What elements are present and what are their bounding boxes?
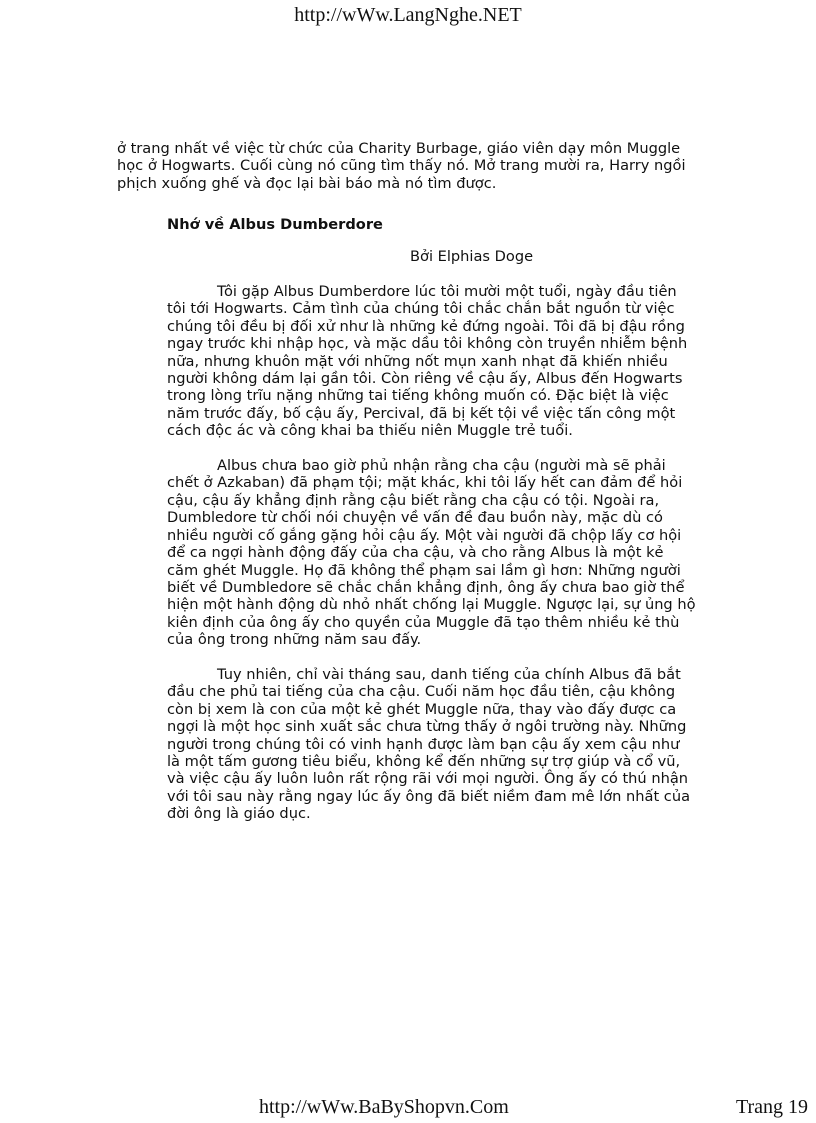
page-number: Trang 19 — [735, 1096, 808, 1118]
header-url: http://wWw.LangNghe.NET — [294, 4, 522, 26]
article-paragraph-2: Albus chưa bao giờ phủ nhận rằng cha cậu (người mà sẽ phải chết ở Azkaban) đã phạm tội; mặt khác, khi tôi lấy hết can đảm để hỏi cậu, cậu ấy khẳng định rằng cậu biết rằng cha cậu có tội. Ngoài ra, Dumbledore từ chối nói chuyện về vấn đề đau buồn này, mặc dù có nhiều người cố gắng gặng hỏi cậu ấy. Một vài người đã chộp lấy cơ hội để ca ngợi hành động đấy của cha cậu, và cho rằng Albus là một kẻ căm ghét Muggle. Họ đã không thể phạm sai lầm gì hơn: Những người biết về Dumbledore sẽ chắc chắn khẳng định, ông ấy chưa bao giờ thể hiện một hành động dù nhỏ nhất chống lại Muggle. Ngược lại, sự ủng hộ kiên định của ông ấy cho quyền của Muggle đã tạo thêm nhiều kẻ thù của ông trong những năm sau đấy. — [167, 457, 696, 649]
article-paragraph-3: Tuy nhiên, chỉ vài tháng sau, danh tiếng của chính Albus đã bắt đầu che phủ tai tiếng của cha cậu. Cuối năm học đầu tiên, cậu không còn bị xem là con của một kẻ ghét Muggle nữa, thay vào đấy được ca ngợi là một học sinh xuất sắc chưa từng thấy ở ngôi trường này. Những người trong chúng tôi có vinh hạnh được làm bạn cậu ấy xem cậu như là một tấm gương tiêu biểu, không kể đến những sự trợ giúp và cổ vũ, và việc cậu ấy luôn luôn rất rộng rãi với mọi người. Ông ấy có thú nhận với tôi sau này rằng ngay lúc ấy ông đã biết niềm đam mê lớn nhất của đời ông là giáo dục. — [167, 665, 691, 823]
article-byline: Bởi Elphias Doge — [410, 247, 534, 265]
article-title: Nhớ về Albus Dumberdore — [167, 216, 383, 234]
page-content — [117, 140, 697, 840]
article-body — [117, 283, 697, 823]
article-paragraph-1: Tôi gặp Albus Dumberdore lúc tôi mười một tuổi, ngày đầu tiên tôi tới Hogwarts. Cảm tình của chúng tôi chắc chắn bắt nguồn từ việc chúng tôi đều bị đối xử như là những kẻ đứng ngoài. Tôi đã bị đậu rồng ngay trước khi nhập học, và mặc dầu tôi không còn truyền nhiễm bệnh nữa, nhưng khuôn mặt với những nốt mụn xanh nhạt đã khiến nhiều người không dám lại gần tôi. Còn riêng về cậu ấy, Albus đến Hogwarts trong lòng trĩu nặng những tai tiếng không muốn có. Đặc biệt là việc năm trước đấy, bố cậu ấy, Percival, đã bị kết tội về việc tấn công một cách độc ác và công khai ba thiếu niên Muggle trẻ tuổi. — [167, 283, 688, 440]
footer-url: http://wWw.BaByShopvn.Com — [259, 1096, 509, 1118]
intro-paragraph: ở trang nhất về việc từ chức của Charity Burbage, giáo viên dạy môn Muggle học ở Hogwarts. Cuối cùng nó cũng tìm thấy nó. Mở trang mười ra, Harry ngồi phịch xuống ghế và đọc lại bài báo mà nó tìm được. — [117, 140, 686, 192]
